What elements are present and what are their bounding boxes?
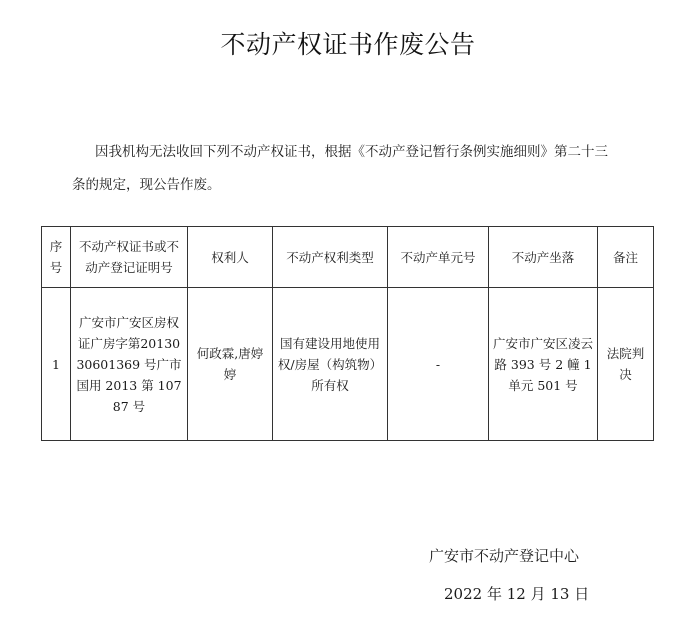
header-right-type: 不动产权利类型: [273, 227, 388, 288]
cell-right-holder: 何政霖,唐婷婷: [188, 288, 273, 441]
cell-unit-number: -: [388, 288, 489, 441]
header-seq: 序号: [42, 227, 71, 288]
header-right-holder: 权利人: [188, 227, 273, 288]
issuing-organization: 广安市不动产登记中心: [429, 547, 580, 565]
cell-remarks: 法院判决: [598, 288, 654, 441]
cell-location: 广安市广安区凌云路 393 号 2 幢 1 单元 501 号: [489, 288, 598, 441]
table-header-row: [42, 227, 654, 288]
cell-certificate-number: 广安市广安区房权证广房字第2013030601369 号广市国用 2013 第 10787 号: [71, 288, 188, 441]
notice-paragraph-line-2: 条的规定，现公告作废。: [72, 177, 221, 193]
header-unit-number: 不动产单元号: [388, 227, 489, 288]
header-certificate-number: 不动产权证书或不动产登记证明号: [71, 227, 188, 288]
issue-date: 2022 年 12 月 13 日: [444, 585, 590, 603]
cell-right-type: 国有建设用地使用权/房屋（构筑物）所有权: [273, 288, 388, 441]
header-location: 不动产坐落: [489, 227, 598, 288]
page-title: 不动产权证书作废公告: [220, 30, 476, 59]
table-row: [42, 288, 654, 441]
header-remarks: 备注: [598, 227, 654, 288]
cell-seq: 1: [42, 288, 71, 441]
notice-paragraph-line-1: 因我机构无法收回下列不动产权证书，根据《不动产登记暂行条例实施细则》第二十三: [95, 144, 608, 160]
certificate-table: [41, 226, 654, 441]
